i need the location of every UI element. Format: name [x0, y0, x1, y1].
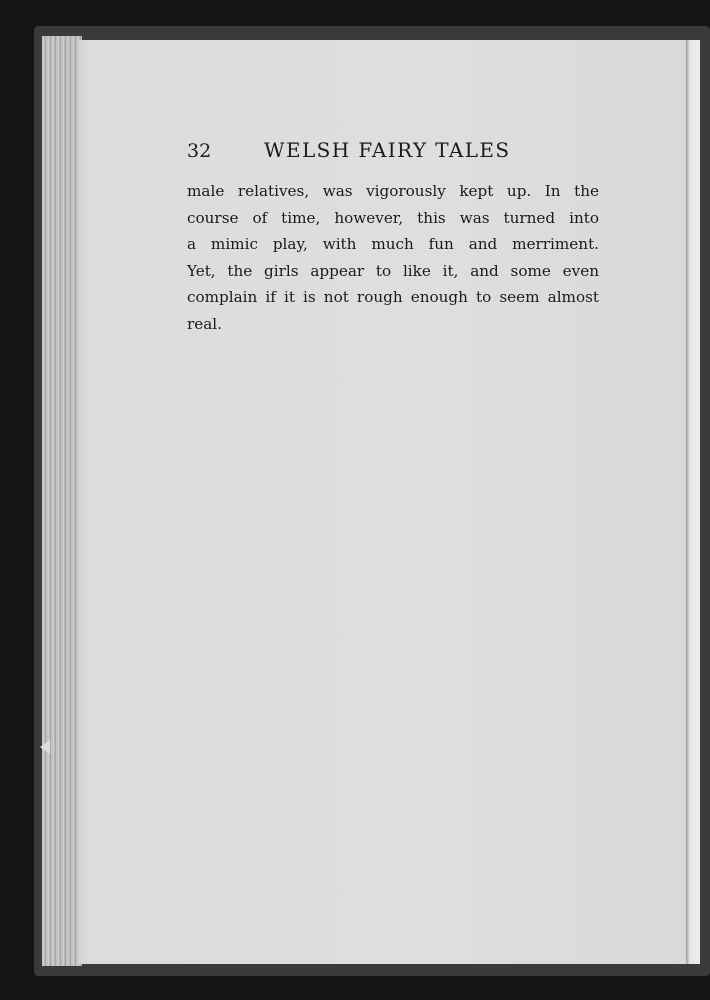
running-title: WELSH FAIRY TALES: [264, 138, 511, 162]
text-line: complain if it is not rough enough to seem almost: [187, 288, 599, 306]
body-paragraph: [187, 178, 599, 337]
page-number: 32: [187, 140, 212, 162]
text-line: male relatives, was vigorously kept up. In the: [187, 182, 599, 200]
text-line: a mimic play, with much fun and merriment.: [187, 235, 599, 253]
page-edges: [42, 36, 82, 966]
text-line: real.: [187, 314, 222, 333]
text-line: course of time, however, this was turned into: [187, 208, 599, 227]
text-line: Yet, the girls appear to like it, and some even: [187, 261, 599, 280]
page-header: [187, 138, 599, 168]
next-page-edge: [686, 40, 700, 964]
